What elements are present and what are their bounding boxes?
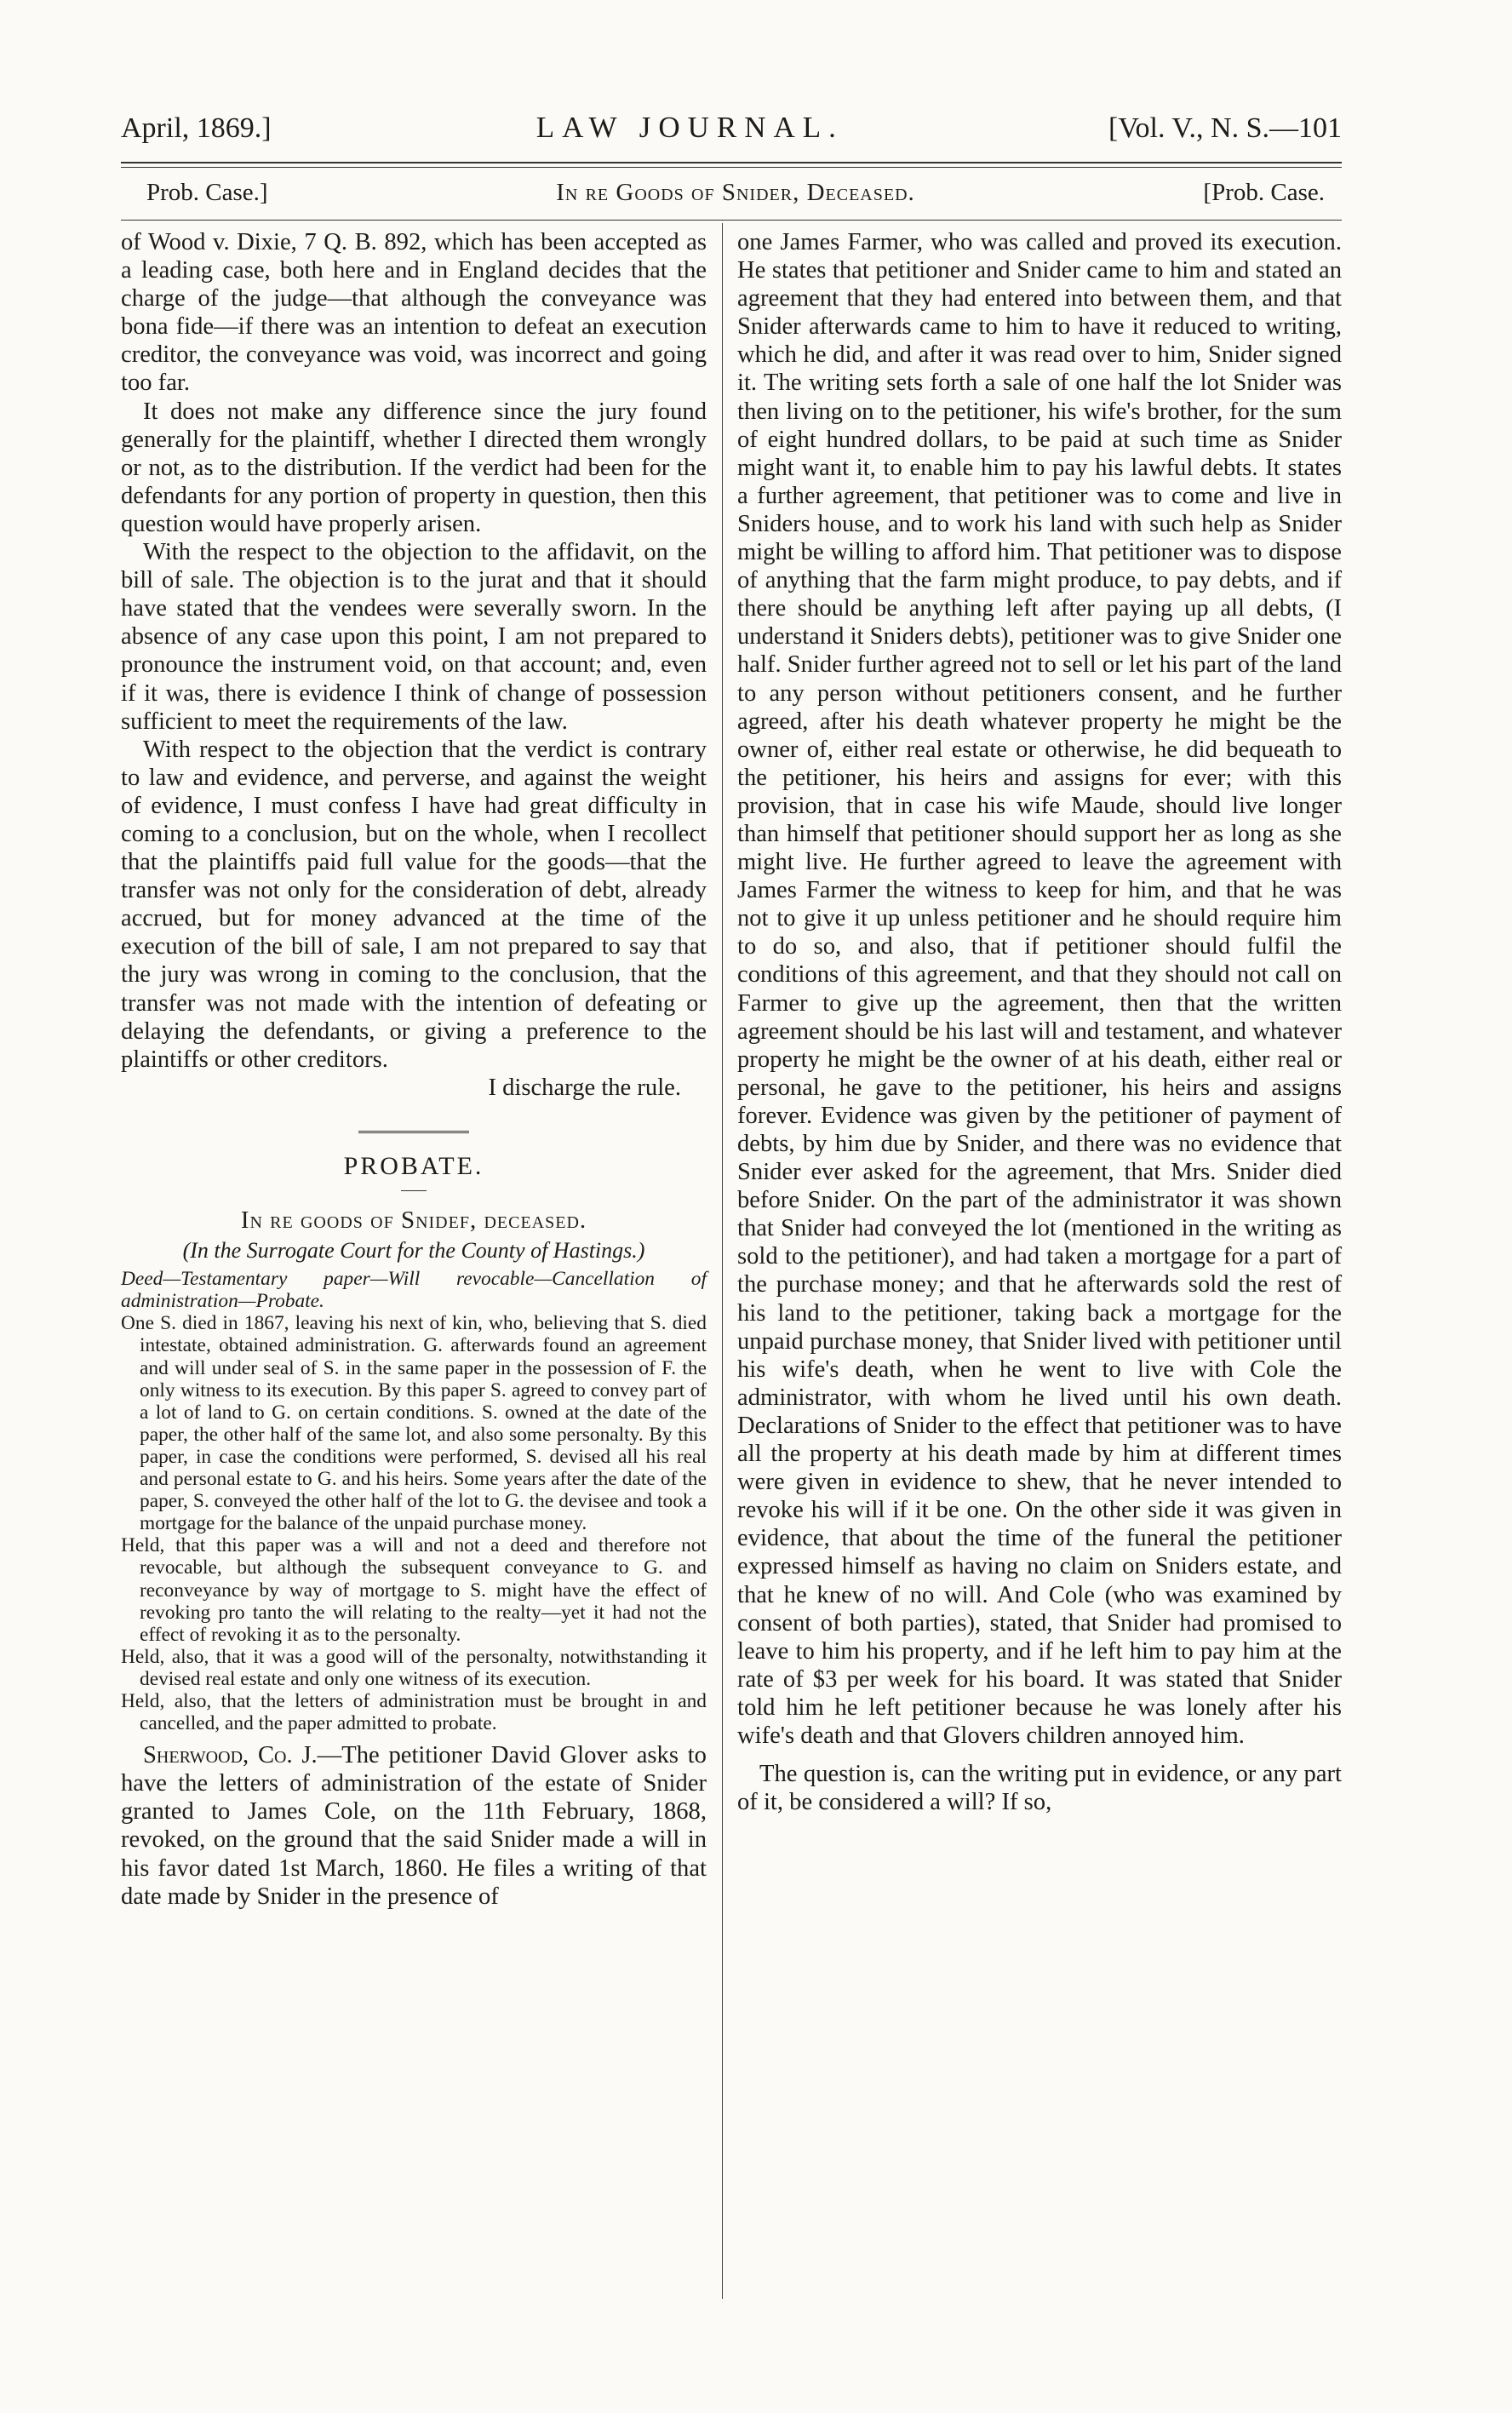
- right-column: [737, 228, 1342, 1816]
- header-rule-thin: [121, 167, 1342, 168]
- section-title: PROBATE.: [343, 1151, 484, 1180]
- case-header-left: Prob. Case.]: [146, 179, 268, 206]
- paragraph: With the respect to the objection to the affidavit, on the bill of sale. The objection is to the jurat and that it should have stated that the vendees were severally sworn. In the absence of any case upon this point, I am not prepared to pronounce the instrument void, on that account; and, even if it was, there is evidence I think of change of possession sufficient to meet the requirements of the law.: [121, 539, 707, 735]
- paragraph: of Wood v. Dixie, 7 Q. B. 892, which has been accepted as a leading case, both here and in England decides that the charge of the judge—that although the conveyance was bona fide—if there was an intention to defeat an execution creditor, the conveyance was void, was incorrect and going too far.: [121, 229, 707, 397]
- journal-title: LAW JOURNAL.: [536, 111, 844, 144]
- syllabus: [121, 1268, 707, 1734]
- column-divider: [722, 223, 723, 2299]
- paragraph: With respect to the objection that the verdict is contrary to law and evidence, and perverse, and against the weight of evidence, I must confess I have had great difficulty in coming to a conclusion, but on the whole, when I recollect that the plaintiffs paid full value for the goods—that the transfer was not only for the consideration of debt, already accrued, but for money advanced at the time of the execution of the bill of sale, I am not prepared to say that the jury was wrong in coming to the conclusion, that the transfer was not made with the intention of defeating or delaying the defendants, or giving a preference to the plaintiffs or other creditors.: [121, 736, 707, 1073]
- syllabus-paragraph: Held, that this paper was a will and not a deed and therefore not revocable, but although the subsequent conveyance to G. and reconveyance by way of mortgage to S. might have the effect of revoking pro tanto the will relating to the realty—yet it had not the effect of revoking it as to the personalty.: [121, 1534, 707, 1646]
- subheader-rule: [121, 220, 1342, 221]
- section-divider: [358, 1131, 469, 1133]
- case-header: [121, 179, 1342, 216]
- syllabus-paragraph: Held, also, that it was a good will of the personalty, notwithstanding it devised real estate and only one witness of its execution.: [121, 1645, 707, 1690]
- headnote: Deed—Testamentary paper—Will revocable—Cancellation of administration—Probate.: [121, 1268, 707, 1313]
- case-header-right: [Prob. Case.: [1203, 179, 1325, 206]
- case-title: In re goods of Snidef, deceased.: [240, 1206, 587, 1234]
- paragraph: The question is, can the writing put in evidence, or any part of it, be considered a will? If so,: [737, 1761, 1342, 1816]
- closing-line: I discharge the rule.: [488, 1074, 681, 1101]
- section-divider-small: [401, 1190, 427, 1191]
- header-date: April, 1869.]: [121, 112, 272, 144]
- opinion-text: —The petitioner David Glover asks to have the letters of administration of the estate of Snider granted to James Cole, on the 11th February, 1868, revoked, on the ground that the said Snider made a will in his favor dated 1st March, 1860. He files a writing of that date made by Snider in the presence of: [121, 1742, 707, 1910]
- running-header: [121, 111, 1342, 152]
- opinion-paragraph: [121, 1741, 707, 1911]
- paragraph: It does not make any difference since the jury found generally for the plaintiff, whether I directed them wrongly or not, as to the distribution. If the verdict had been for the defendants for any portion of property in question, then this question would have properly arisen.: [121, 398, 707, 537]
- left-column: [121, 228, 707, 1911]
- judge-name: Sherwood, Co. J.: [143, 1742, 318, 1769]
- header-volume: [Vol. V., N. S.—101: [1108, 112, 1342, 144]
- syllabus-paragraph: Held, also, that the letters of administration must be brought in and cancelled, and the paper admitted to probate.: [121, 1689, 707, 1735]
- syllabus-paragraph: One S. died in 1867, leaving his next of kin, who, believing that S. died intestate, obtained administration. G. afterwards found an agreement and will under seal of S. in the same paper in the possession of F. the only witness to its execution. By this paper S. agreed to convey part of a lot of land to G. on certain conditions. S. owned at the date of the paper, the other half of the same lot, and also some personalty. By this paper, in case the conditions were performed, S. devised all his real and personal estate to G. and his heirs. Some years after the date of the paper, S. conveyed the other half of the lot to G. the devisee and took a mortgage for the balance of the unpaid purchase money.: [121, 1312, 707, 1535]
- court-name: (In the Surrogate Court for the County of Hastings.): [182, 1238, 645, 1264]
- paragraph: one James Farmer, who was called and proved its execution. He states that petitioner and Snider came to him and stated an agreement that they had entered into between them, and that Snider afterwards came to him to have it reduced to writing, which he did, and after it was read over to him, Snider signed it. The writing sets forth a sale of one half the lot Snider was then living on to the petitioner, his wife's brother, for the sum of eight hundred dollars, to be paid at such time as Snider might want it, to enable him to pay his lawful debts. It states a further agreement, that petitioner was to come and live in Sniders house, and to work his land with such help as Snider might be willing to afford him. That petitioner was to dispose of anything that the farm might produce, to pay debts, and if there should be anything left after paying up all debts, (I understand it Sniders debts), petitioner was to give Snider one half. Snider further agreed not to sell or let his part of the land to any person without petitioners consent, and he further agreed, after his death whatever property he might be the owner of, either real estate or otherwise, he did bequeath to the petitioner, his heirs and assigns for ever; with this provision, that in case his wife Maude, should live longer than himself that petitioner should support her as long as she might live. He further agreed to leave the agreement with James Farmer the witness to keep for him, and that he was not to give it up unless petitioner and he should require him to do so, and also, that if petitioner should fulfil the conditions of this agreement, and that they should not call on Farmer to give up the agreement, then that the written agreement should be his last will and testament, and whatever property he might be the owner of at his death, either real or personal, he gave to the petitioner, his heirs and assigns forever. Evidence was given by the petitioner of payment of debts, by him due by Snider, and there was no evidence that Snider ever asked for the agreement, that Mrs. Snider died before Snider. On the part of the administrator it was shown that Snider had conveyed the lot (mentioned in the writing as sold to the petitioner), and had taken a mortgage for a part of the purchase money; and that he afterwards sold the rest of his land to the petitioner, taking back a mortgage for the unpaid purchase money, that Snider lived with petitioner until his wife's death, when he went to live with Cole the administrator, with whom he lived until his own death. Declarations of Snider to the effect that petitioner was to have all the property at his death made by him at different times were given in evidence to shew, that he never intended to revoke his will if it be one. On the other side it was given in evidence, that about the time of the funeral the petitioner expressed himself as having no claim on Sniders estate, and that he knew of no will. And Cole (who was examined by consent of both parties), stated, that Snider had promised to leave to him his property, and if he left him to pay him at the rate of $3 per week for his board. It was stated that Snider told him he left petitioner because he was lonely after his wife's death and that Glovers children annoyed him.: [737, 229, 1342, 1749]
- header-rule: [121, 162, 1342, 163]
- case-header-title: In re Goods of Snider, Deceased.: [556, 179, 915, 206]
